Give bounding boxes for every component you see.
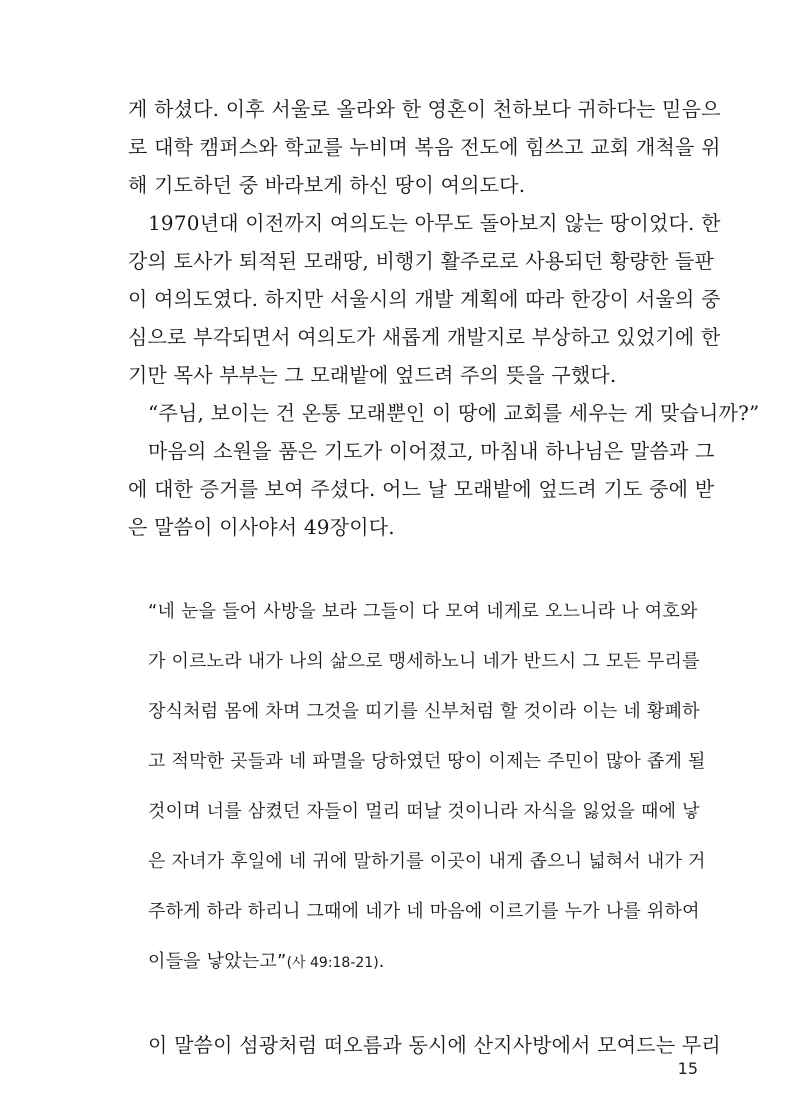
body-line-8: 기만 목사 부부는 그 모래밭에 엎드려 주의 뜻을 구했다.	[128, 363, 617, 387]
quote-line-2: 가 이르노라 내가 나의 삶으로 맹세하노니 네가 반드시 그 모든 무리를	[148, 651, 700, 672]
body-line-4: 1970년대 이전까지 여의도는 아무도 돌아보지 않는 땅이었다. 한	[148, 211, 721, 235]
quote-line-3: 장식처럼 몸에 차며 그것을 띠기를 신부처럼 할 것이라 이는 네 황폐하	[148, 701, 700, 722]
body-line-2: 로 대학 캠퍼스와 학교를 누비며 복음 전도에 힘쓰고 교회 개척을 위	[128, 135, 721, 159]
quote-line-1: “네 눈을 들어 사방을 보라 그들이 다 모여 네게로 오느니라 나 여호와	[148, 601, 698, 622]
body-line-1: 게 하셨다. 이후 서울로 올라와 한 영혼이 천하보다 귀하다는 믿음으	[128, 97, 721, 121]
body-line-3: 해 기도하던 중 바라보게 하신 땅이 여의도다.	[128, 173, 526, 197]
quote-end-period: .	[378, 951, 385, 972]
body-line-9-dialogue: “주님, 보이는 건 온통 모래뿐인 이 땅에 교회를 세우는 게 맞습니까?”	[148, 401, 760, 425]
body-line-6: 이 여의도였다. 하지만 서울시의 개발 계획에 따라 한강이 서울의 중	[128, 287, 721, 311]
body-line-12: 은 말씀이 이사야서 49장이다.	[128, 515, 395, 539]
page-number: 15	[677, 1059, 698, 1078]
quote-last-text: 이들을 낳았는고”	[148, 951, 287, 972]
quote-line-5: 것이며 너를 삼켰던 자들이 멀리 떠날 것이니라 자식을 잃었을 때에 낳	[148, 801, 700, 822]
quote-line-4: 고 적막한 곳들과 네 파멸을 당하였던 땅이 이제는 주민이 많아 좁게 될	[148, 751, 706, 772]
body-line-10: 마음의 소원을 품은 기도가 이어졌고, 마침내 하나님은 말씀과 그	[148, 439, 715, 463]
body-bottom-line-1: 이 말씀이 섬광처럼 떠오름과 동시에 산지사방에서 모여드는 무리	[148, 1033, 721, 1057]
body-line-7: 심으로 부각되면서 여의도가 새롭게 개발지로 부상하고 있었기에 한	[128, 325, 721, 349]
quote-line-8	[148, 953, 678, 971]
scripture-citation: (사 49:18-21)	[286, 955, 379, 971]
quote-line-6: 은 자녀가 후일에 네 귀에 말하기를 이곳이 내게 좁으니 넓혀서 내가 거	[148, 851, 706, 872]
body-line-5: 강의 토사가 퇴적된 모래땅, 비행기 활주로로 사용되던 황량한 들판	[128, 249, 715, 273]
quote-line-7: 주하게 하라 하리니 그때에 네가 네 마음에 이르기를 누가 나를 위하여	[148, 901, 700, 922]
body-line-11: 에 대한 증거를 보여 주셨다. 어느 날 모래밭에 엎드려 기도 중에 받	[128, 477, 715, 501]
